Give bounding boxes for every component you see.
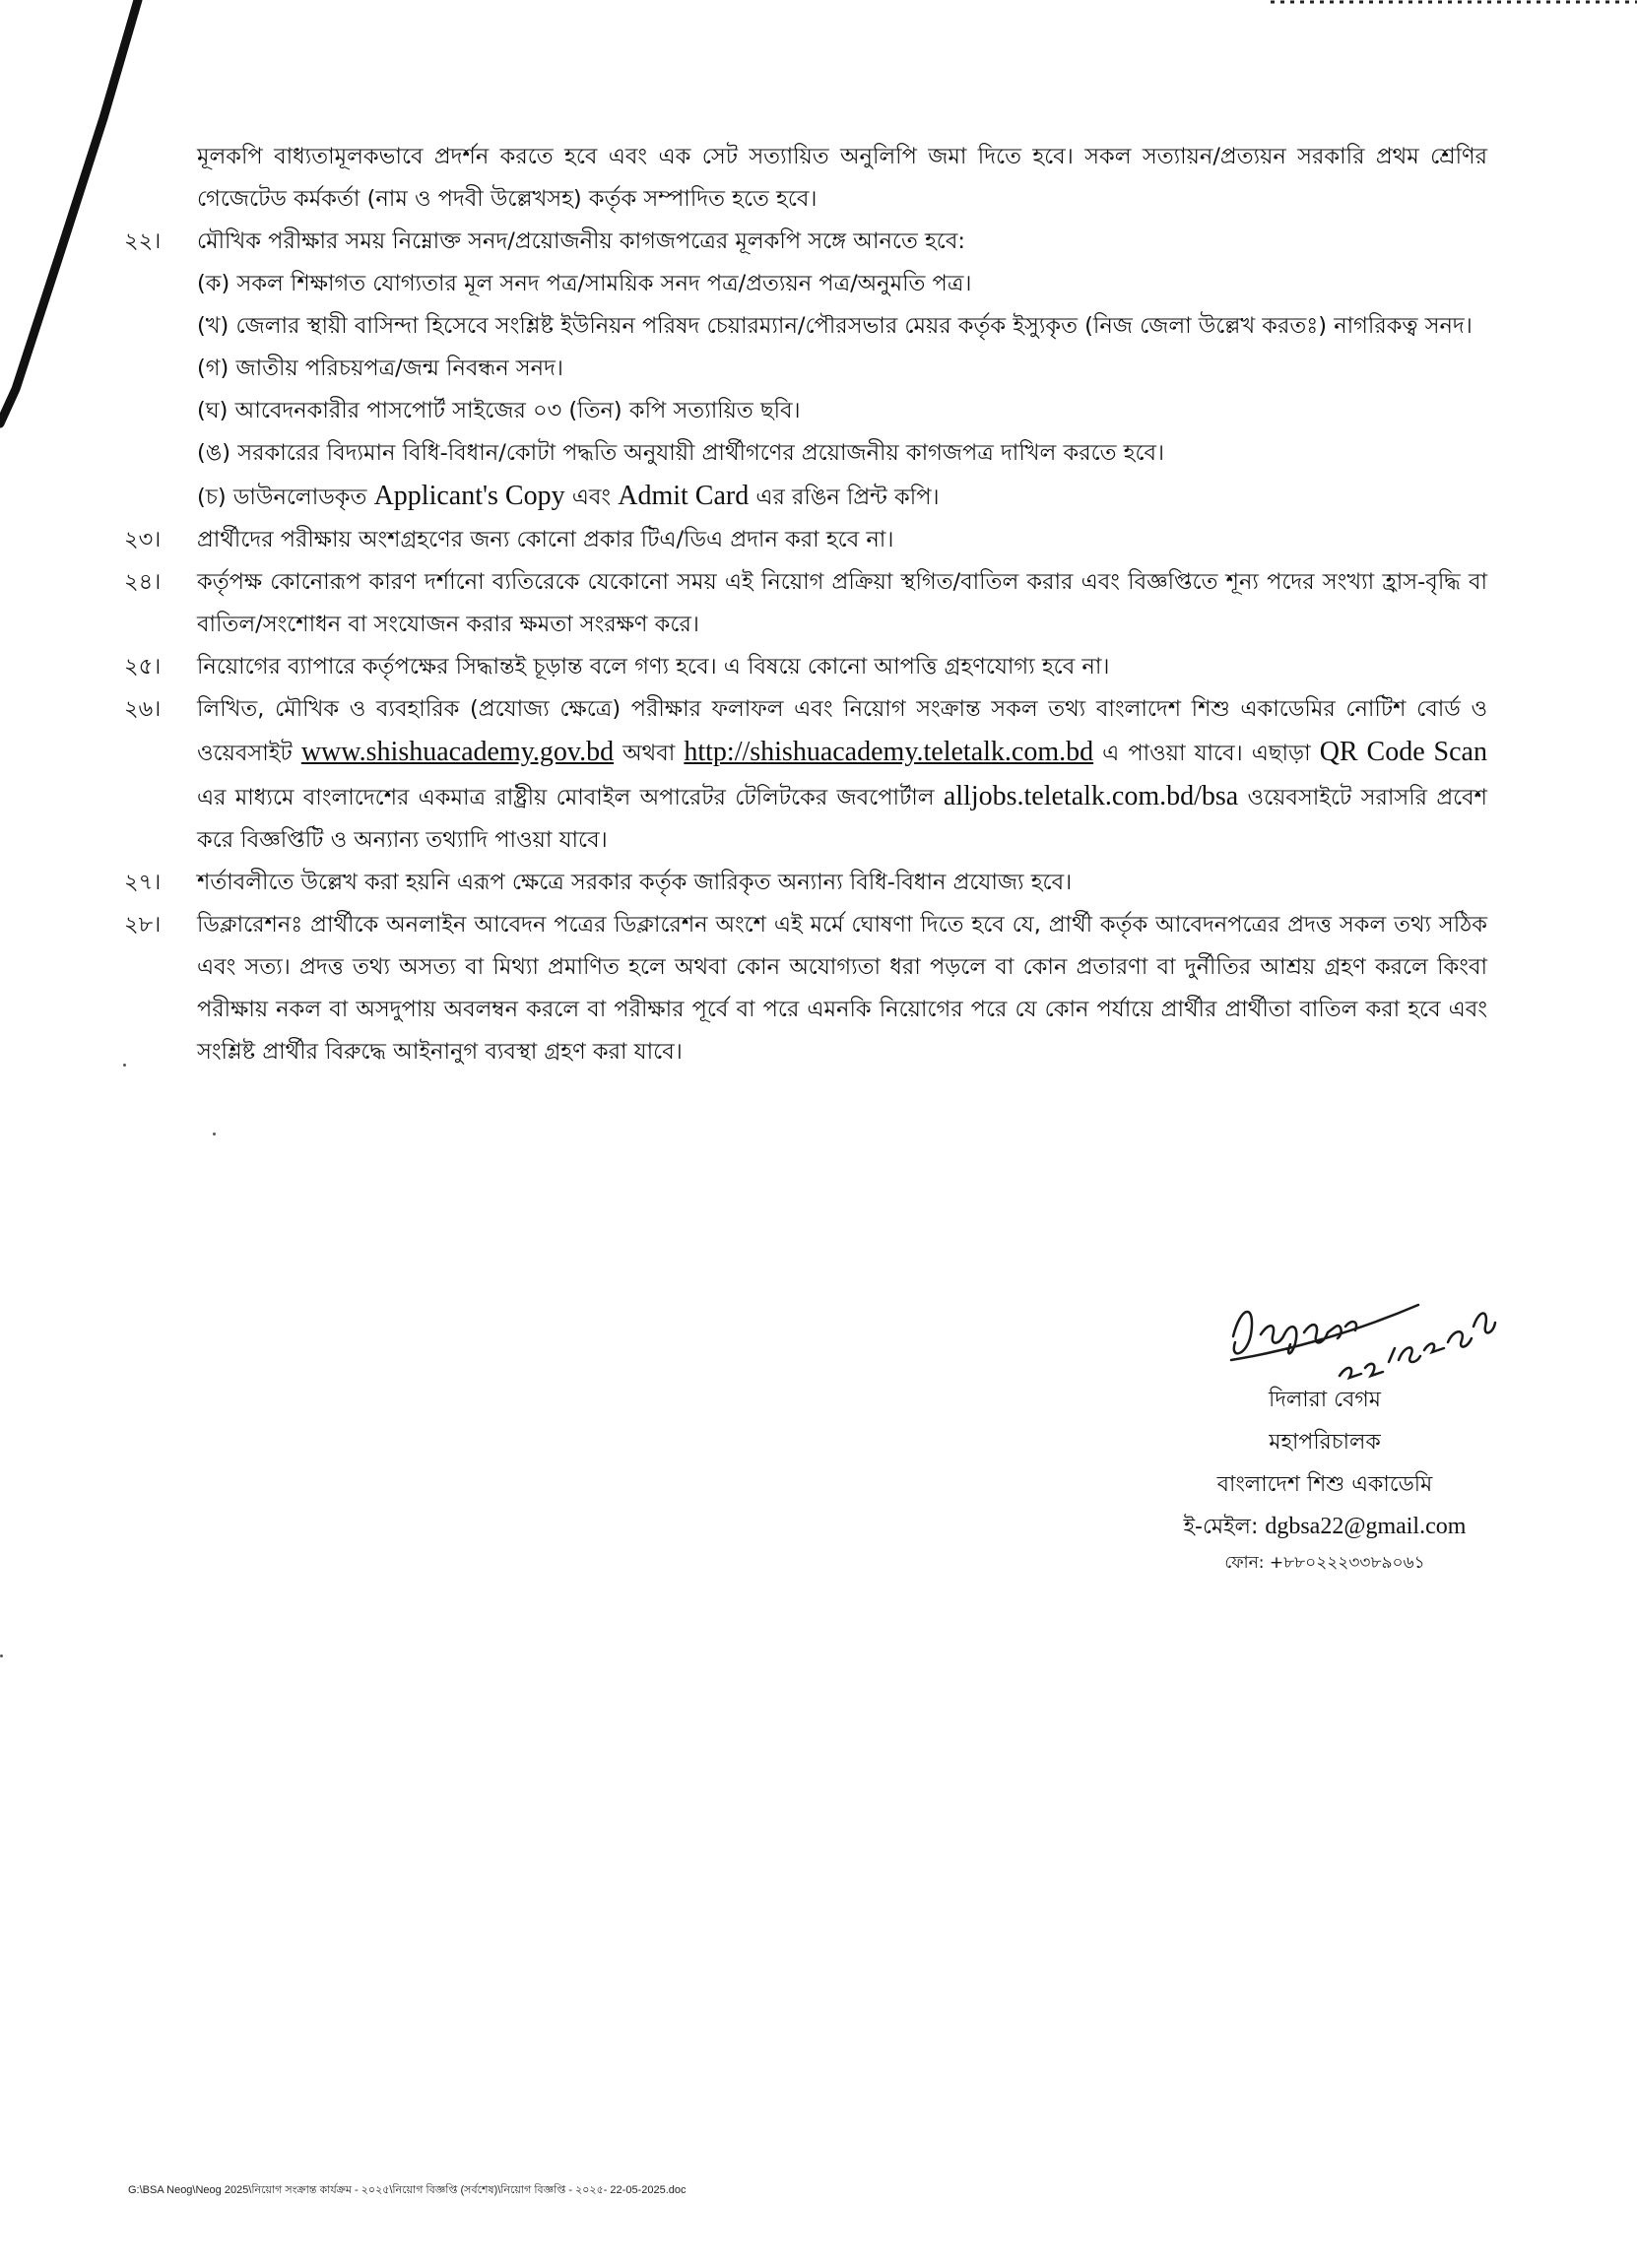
speck bbox=[0, 1654, 3, 1657]
signatory-phone: ফোন: +৮৮০২২২৩৩৮৯০৬১ bbox=[1224, 1553, 1425, 1573]
signatory-email bbox=[1162, 1506, 1487, 1548]
intro-paragraph: মূলকপি বাধ্যতামূলকভাবে প্রদর্শন করতে হবে এবং এক সেট সত্যায়িত অনুলিপি জমা দিতে হবে। সকল সত্যায়ন/প্রত্যয়ন সরকারি প্রথম শ্রেণির গেজেটেড কর্মকর্তা (নাম ও পদবী উল্লেখসহ) কর্তৃক সম্পাদিত হতে হবে। bbox=[197, 144, 1487, 212]
clause-text: প্রার্থীদের পরীক্ষায় অংশগ্রহণের জন্য কোনো প্রকার টিএ/ডিএ প্রদান করা হবে না। bbox=[197, 527, 894, 552]
signature-block bbox=[1162, 1379, 1487, 1578]
clause-25 bbox=[118, 646, 1487, 688]
clause-text: কর্তৃপক্ষ কোনোরূপ কারণ দর্শানো ব্যতিরেকে যেকোনো সময় এই নিয়োগ প্রক্রিয়া স্থগিত/বাতিল করার এবং বিজ্ঞপ্তিতে শূন্য পদের সংখ্যা হ্রাস-বৃদ্ধি বা বাতিল/সংশোধন বা সংযোজন করার ক্ষমতা সংরক্ষণ করে। bbox=[197, 569, 1487, 637]
clause-number: ২৪। bbox=[124, 569, 162, 595]
sub-item-ga: (গ) জাতীয় পরিচয়পত্র/জন্ম নিবন্ধন সনদ। bbox=[197, 356, 563, 381]
handwritten-signature bbox=[1221, 1265, 1497, 1393]
clause-text: মৌখিক পরীক্ষার সময় নিম্নোক্ত সনদ/প্রয়োজনীয় কাগজপত্রের মূলকপি সঙ্গে আনতে হবে: bbox=[197, 228, 965, 254]
text-fragment: ওয়েবসাইটে সরাসরি প্রবেশ করে বিজ্ঞপ্তিটি ও অন্যান্য তথ্যাদি পাওয়া যাবে। bbox=[197, 785, 1487, 853]
clause-23 bbox=[118, 519, 1487, 561]
sub-item-gha: (ঘ) আবেদনকারীর পাসপোর্ট সাইজের ০৩ (তিন) কপি সত্যায়িত ছবি। bbox=[197, 398, 801, 423]
email-address[interactable]: dgbsa22@gmail.com bbox=[1265, 1514, 1467, 1539]
clause-number: ২২। bbox=[124, 228, 162, 254]
clause-text: ডিক্লারেশনঃ প্রার্থীকে অনলাইন আবেদন পত্রের ডিক্লারেশন অংশে এই মর্মে ঘোষণা দিতে হবে যে, প্রার্থী কর্তৃক আবেদনপত্রের প্রদত্ত সকল তথ্য সঠিক এবং সত্য। প্রদত্ত তথ্য অসত্য বা মিথ্যা প্রমাণিত হলে অথবা কোন অযোগ্যতা ধরা পড়লে বা কোন প্রতারণা বা দুর্নীতির আশ্রয় গ্রহণ করলে কিংবা পরীক্ষায় নকল বা অসদুপায় অবলম্বন করলে বা পরীক্ষার পূর্বে বা পরে এমনকি নিয়োগের পরে যে কোন পর্যায়ে প্রার্থীর প্রার্থীতা বাতিল করা হবে এবং সংশ্লিষ্ট প্রার্থীর বিরুদ্ধে আইনানুগ ব্যবস্থা গ্রহণ করা যাবে। bbox=[197, 912, 1487, 1065]
footer-file-path: G:\BSA Neog\Neog 2025\নিয়োগ সংক্রান্ত কার্যক্রম - ২০২৫\নিয়োগ বিজ্ঞপ্তি (সর্বশেষ)\নিয়োগ বিজ্ঞপ্তি - ২০২৫- 22-05-2025.doc bbox=[128, 2184, 687, 2196]
clause-number: ২৭। bbox=[124, 870, 162, 895]
text-fragment: লিখিত, মৌখিক ও ব্যবহারিক (প্রযোজ্য ক্ষেত্রে) পরীক্ষার ফলাফল এবং নিয়োগ সংক্রান্ত সকল তথ্য বাংলাদেশ শিশু একাডেমির নোটিশ বোর্ড ও ওয়েবসাইট bbox=[197, 696, 1487, 766]
clause-number: ২৩। bbox=[124, 527, 162, 552]
qr-code-text: QR Code Scan bbox=[1319, 737, 1487, 767]
website-link-teletalk[interactable]: http://shishuacademy.teletalk.com.bd bbox=[684, 737, 1094, 767]
signatory-name: দিলারা বেগম bbox=[1269, 1388, 1381, 1412]
sub-item-cha bbox=[197, 475, 1487, 519]
text-fragment: (চ) ডাউনলোডকৃত bbox=[197, 485, 374, 510]
clause-22 bbox=[118, 221, 1487, 519]
clause-number: ২৫। bbox=[124, 654, 162, 680]
admit-card-text: Admit Card bbox=[618, 481, 750, 511]
text-fragment: এবং bbox=[564, 485, 619, 510]
signatory-organization: বাংলাদেশ শিশু একাডেমি bbox=[1216, 1472, 1433, 1497]
notice-body bbox=[118, 136, 1487, 1073]
speck bbox=[213, 1133, 216, 1135]
clause-26 bbox=[118, 688, 1487, 862]
clause-number: ২৮। bbox=[124, 912, 162, 938]
text-fragment: এর রঙিন প্রিন্ট কপি। bbox=[749, 485, 940, 510]
text-fragment: এ পাওয়া যাবে। এছাড়া bbox=[1093, 741, 1320, 766]
sub-item-kha: (খ) জেলার স্থায়ী বাসিন্দা হিসেবে সংশ্লিষ্ট ইউনিয়ন পরিষদ চেয়ারম্যান/পৌরসভার মেয়র কর্তৃক ইস্যুকৃত (নিজ জেলা উল্লেখ করতঃ) নাগরিকত্ব সনদ। bbox=[197, 313, 1473, 339]
email-label: ই-মেইল: bbox=[1183, 1515, 1266, 1539]
applicant-copy-text: Applicant's Copy bbox=[373, 481, 565, 511]
clause-text: শর্তাবলীতে উল্লেখ করা হয়নি এরূপ ক্ষেত্রে সরকার কর্তৃক জারিকৃত অন্যান্য বিধি-বিধান প্রযোজ্য হবে। bbox=[197, 870, 1073, 895]
clause-text bbox=[197, 688, 1487, 862]
text-fragment: অথবা bbox=[614, 741, 685, 766]
clause-24 bbox=[118, 561, 1487, 646]
website-link-gov[interactable]: www.shishuacademy.gov.bd bbox=[300, 737, 615, 767]
text-fragment: এর মাধ্যমে বাংলাদেশের একমাত্র রাষ্ট্রীয় মোবাইল অপারেটর টেলিটকের জবপোর্টাল bbox=[197, 785, 944, 810]
clause-text: নিয়োগের ব্যাপারে কর্তৃপক্ষের সিদ্ধান্তই চূড়ান্ত বলে গণ্য হবে। এ বিষয়ে কোনো আপত্তি গ্রহণযোগ্য হবে না। bbox=[197, 654, 1110, 680]
jobportal-link[interactable]: alljobs.teletalk.com.bd/bsa bbox=[943, 781, 1239, 811]
signatory-designation: মহাপরিচালক bbox=[1269, 1430, 1381, 1455]
sub-item-uma: (ঙ) সরকারের বিদ্যমান বিধি-বিধান/কোটা পদ্ধতি অনুযায়ী প্রার্থীগণের প্রয়োজনীয় কাগজপত্র দাখিল করতে হবে। bbox=[197, 440, 1165, 466]
clause-27 bbox=[118, 862, 1487, 904]
clause-28 bbox=[118, 904, 1487, 1073]
sub-item-ka: (ক) সকল শিক্ষাগত যোগ্যতার মূল সনদ পত্র/সাময়িক সনদ পত্র/প্রত্যয়ন পত্র/অনুমতি পত্র। bbox=[197, 271, 972, 296]
clause-number: ২৬। bbox=[124, 696, 162, 722]
